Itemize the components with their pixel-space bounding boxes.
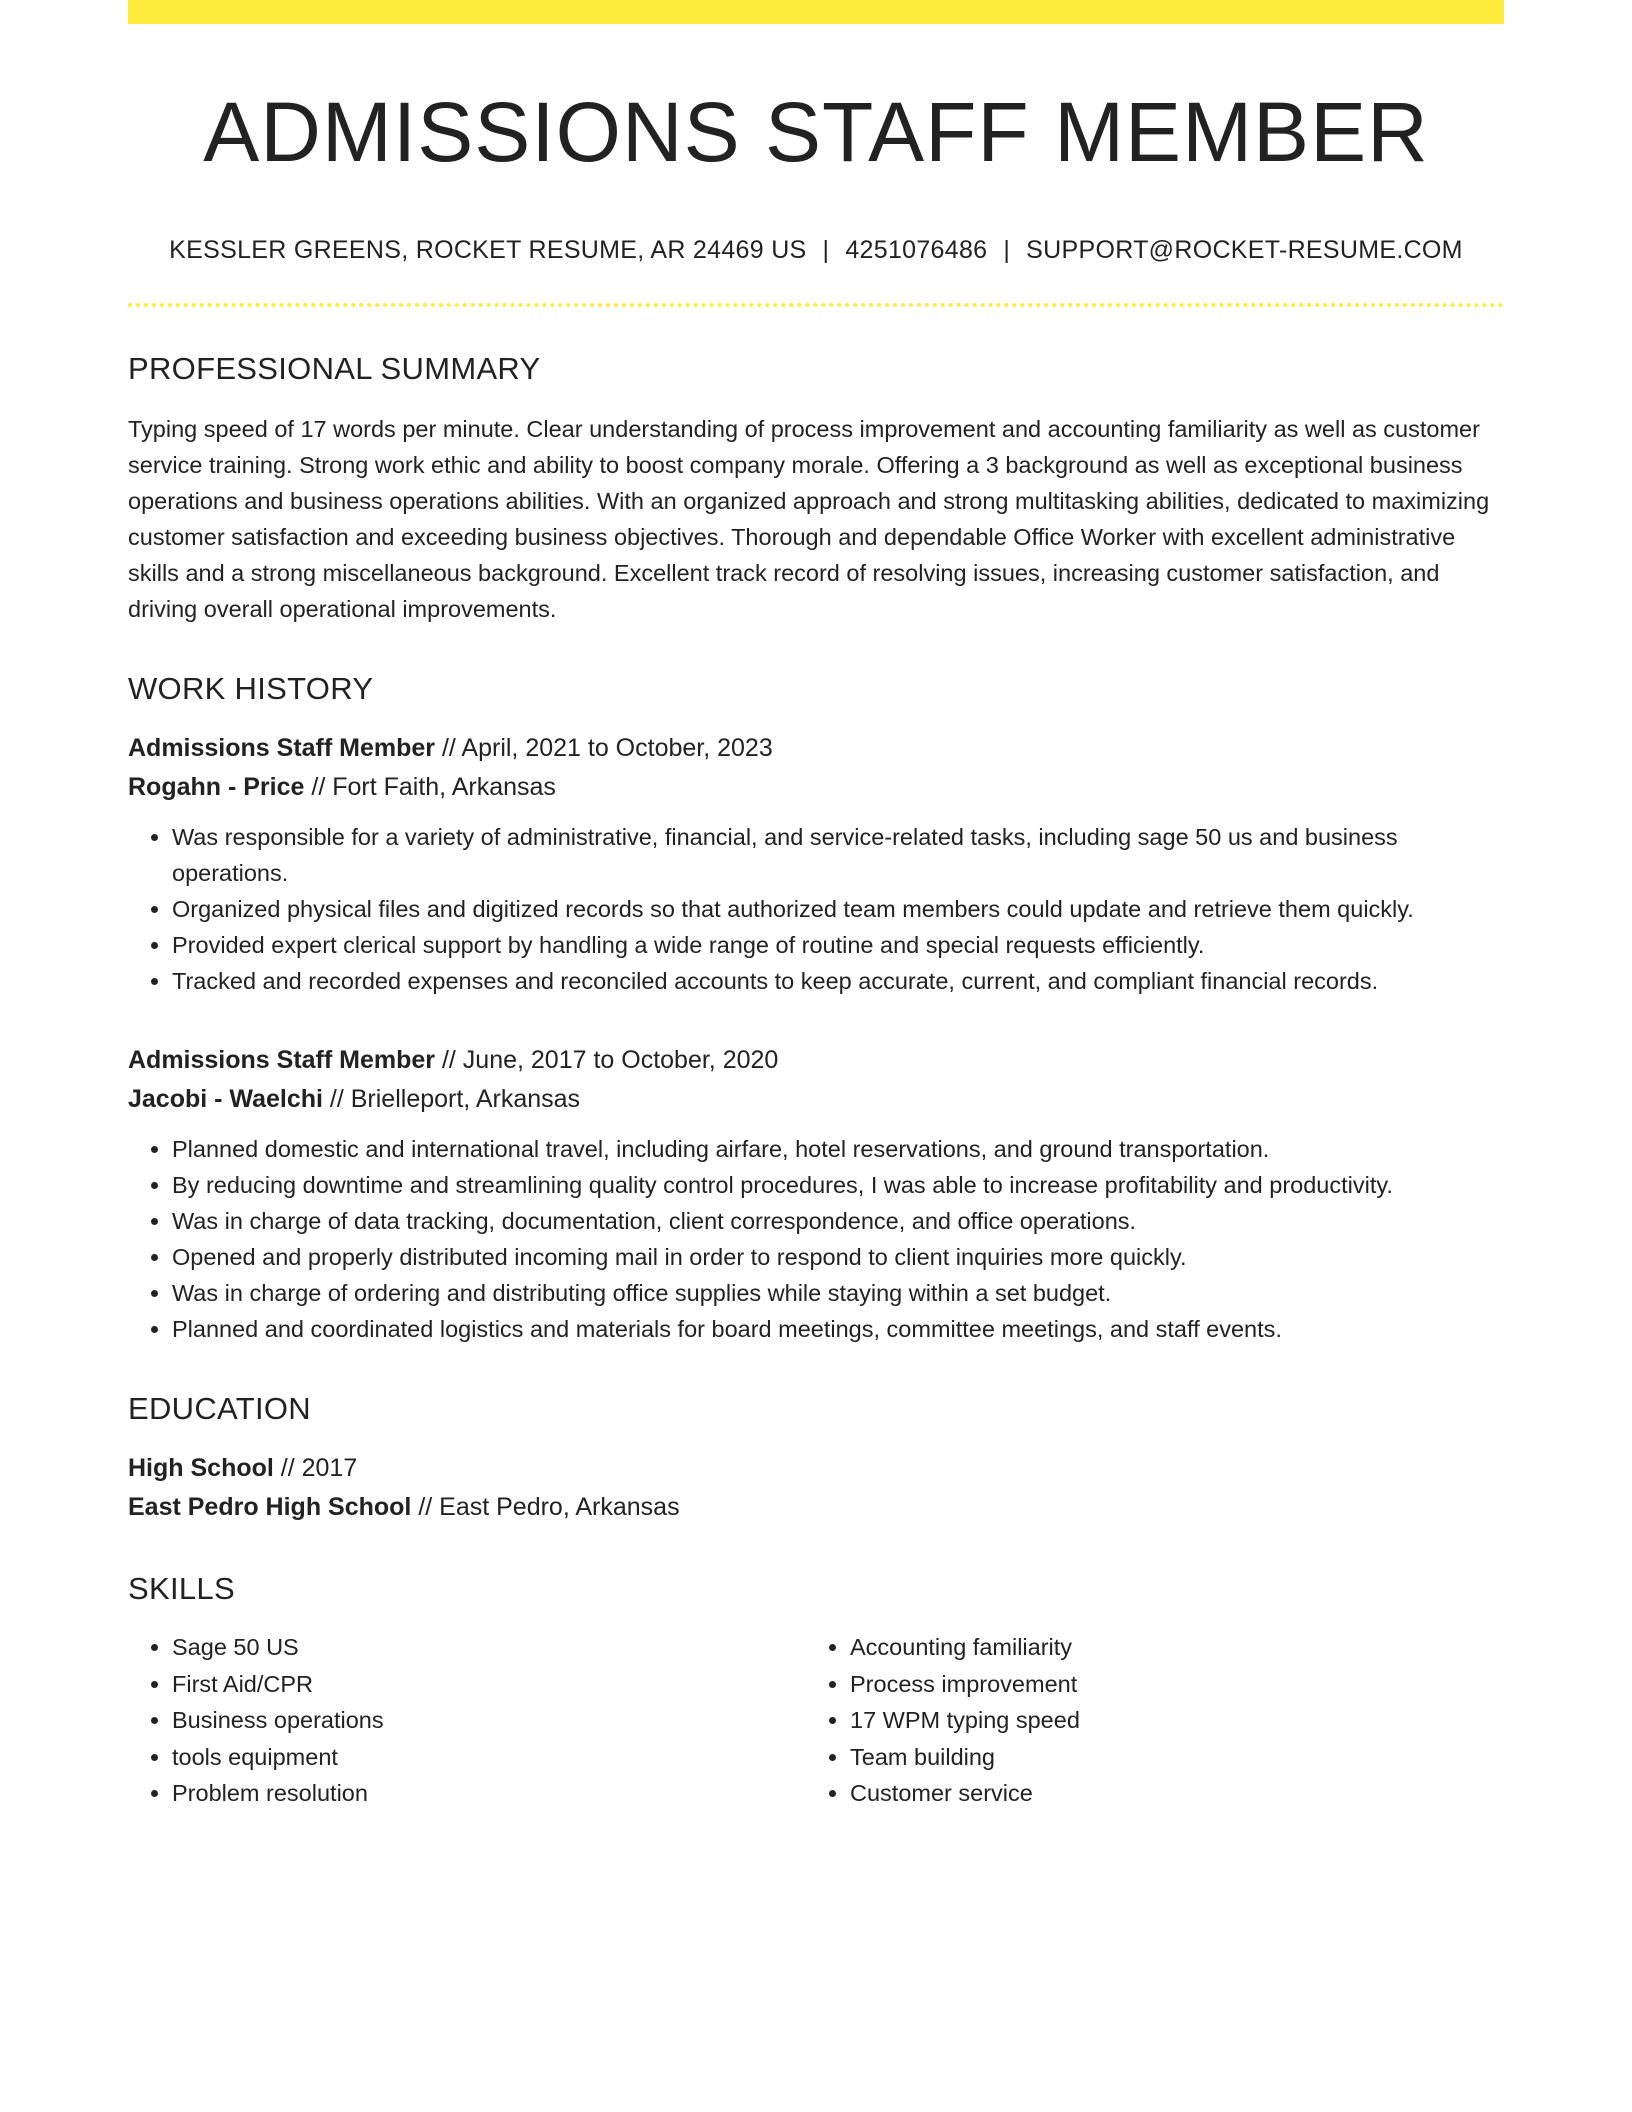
education-degree: High School [128,1454,274,1483]
section-title-summary: PROFESSIONAL SUMMARY [128,351,541,387]
job-role: Admissions Staff Member [128,734,436,763]
skills-list [806,1629,1484,1812]
skills-section [128,1571,1504,1812]
job-dates: // April, 2021 to October, 2023 [435,734,773,763]
education-school-line [128,1488,1504,1527]
education-location: // East Pedro, Arkansas [411,1493,680,1522]
job-role: Admissions Staff Member [128,1046,436,1075]
dotted-divider [128,303,1504,307]
section-title-education: EDUCATION [128,1391,311,1427]
skills-list [128,1629,806,1812]
job-location: // Brielleport, Arkansas [322,1085,581,1114]
job-title-line [128,1041,1504,1080]
job-bullet: • Tracked and recorded expenses and reconciled accounts to keep accurate, current, and compliant financial records. [172,963,1504,999]
job-location: // Fort Faith, Arkansas [304,773,556,802]
education-year: // 2017 [273,1454,358,1483]
job-title-line [128,729,1504,768]
job-bullet: • Planned and coordinated logistics and materials for board meetings, committee meetings, and staff events. [172,1311,1504,1347]
contact-address: KESSLER GREENS, ROCKET RESUME, AR 24469 US [169,236,807,265]
job-bullet: • Was responsible for a variety of administrative, financial, and service-related tasks, including sage 50 us and business operations. [172,819,1504,891]
skill-item: • Sage 50 US [172,1629,806,1666]
contact-phone: 4251076486 [845,236,988,265]
skills-grid [128,1629,1504,1812]
work-history-section [128,671,1504,1347]
job-bullet: • Planned domestic and international travel, including airfare, hotel reservations, and ground transportation. [172,1131,1504,1167]
job-company-line [128,1080,1504,1119]
skill-item: • Accounting familiarity [850,1629,1484,1666]
contact-separator: | [1003,236,1011,265]
job-bullets [128,1131,1504,1347]
contact-separator: | [822,236,830,265]
job-bullet: • Was in charge of data tracking, documentation, client correspondence, and office operations. [172,1203,1504,1239]
skill-item: • Business operations [172,1702,806,1739]
job-bullet: • Organized physical files and digitized records so that authorized team members could update and retrieve them quickly. [172,891,1504,927]
skill-item: • Process improvement [850,1666,1484,1703]
resume-page [128,0,1504,1812]
accent-bar [128,0,1504,24]
job-bullet: • Was in charge of ordering and distributing office supplies while staying within a set budget. [172,1275,1504,1311]
job-bullet: • Opened and properly distributed incoming mail in order to respond to client inquiries more quickly. [172,1239,1504,1275]
summary-text: Typing speed of 17 words per minute. Clear understanding of process improvement and accounting familiarity as well as customer service training. Strong work ethic and ability to boost company morale. Offering a 3 background as well as exceptional business operations and business operations abilities. With an organized approach and strong multitasking abilities, dedicated to maximizing customer satisfaction and exceeding business objectives. Thorough and dependable Office Worker with excellent administrative skills and a strong miscellaneous background. Excellent track record of resolving issues, increasing customer satisfaction, and driving overall operational improvements. [128,416,1490,623]
job-company: Rogahn - Price [128,773,305,802]
job-bullets [128,819,1504,999]
education-entry [128,1449,1504,1527]
education-school: East Pedro High School [128,1493,412,1522]
resume-name: ADMISSIONS STAFF MEMBER [203,85,1429,179]
skills-column-right [806,1629,1484,1812]
skill-item: • Problem resolution [172,1775,806,1812]
job-entry [128,729,1504,999]
education-section [128,1391,1504,1527]
job-company: Jacobi - Waelchi [128,1085,323,1114]
section-title-work-history: WORK HISTORY [128,671,374,707]
education-degree-line [128,1449,1504,1488]
skill-item: • 17 WPM typing speed [850,1702,1484,1739]
skills-column-left [128,1629,806,1812]
job-entry [128,1041,1504,1347]
contact-email: SUPPORT@ROCKET-RESUME.COM [1026,236,1463,265]
job-bullet: • Provided expert clerical support by handling a wide range of routine and special requests efficiently. [172,927,1504,963]
skill-item: • tools equipment [172,1739,806,1776]
skill-item: • Team building [850,1739,1484,1776]
contact-line [128,236,1504,265]
job-dates: // June, 2017 to October, 2020 [435,1046,779,1075]
job-bullet: • By reducing downtime and streamlining quality control procedures, I was able to increase profitability and productivity. [172,1167,1504,1203]
summary-section [128,351,1504,627]
section-title-skills: SKILLS [128,1571,235,1607]
skill-item: • Customer service [850,1775,1484,1812]
skill-item: • First Aid/CPR [172,1666,806,1703]
job-company-line [128,768,1504,807]
